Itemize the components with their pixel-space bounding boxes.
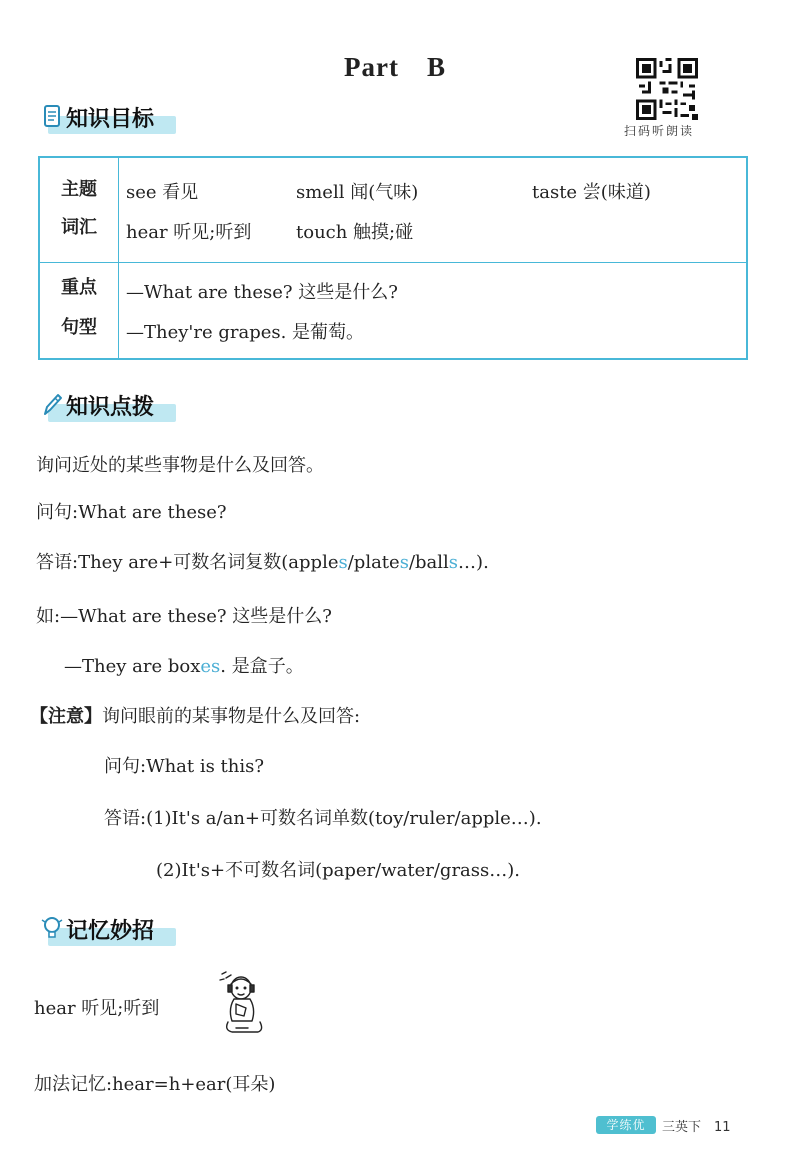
vocab-word: hear 听见;听到: [126, 222, 252, 243]
section-heading-tips: [40, 388, 200, 422]
section-title: 记忆妙招: [66, 918, 155, 944]
column-divider: [118, 158, 119, 358]
notebook-icon: [40, 102, 64, 132]
example-question: 如:—What are these? 这些是什么?: [36, 606, 332, 627]
tip-question: 问句:What are these?: [36, 502, 227, 523]
note-answer: (2)It's+不可数名词(paper/water/grass…).: [156, 860, 520, 881]
vocab-word: see 看见: [126, 182, 199, 203]
note-line: 【注意】询问眼前的某事物是什么及回答:: [30, 706, 361, 727]
memory-word: hear 听见;听到: [34, 998, 160, 1019]
section-heading-goals: [40, 100, 200, 134]
section-heading-memory: [40, 912, 200, 946]
note-question: 问句:What is this?: [104, 756, 265, 777]
plural-suffix: s: [448, 552, 459, 573]
category-label: 主题: [61, 179, 97, 200]
section-title: 知识目标: [66, 106, 155, 132]
vocab-table: [38, 156, 748, 360]
note-tag: 【注意】: [30, 706, 102, 727]
page-footer: 三英下 11: [662, 1120, 731, 1135]
qr-caption: 扫码听朗读: [624, 124, 695, 138]
section-title: 知识点拨: [66, 394, 155, 420]
vocab-word: smell 闻(气味): [296, 182, 419, 203]
kid-listening-illustration: [214, 968, 268, 1040]
memory-trick: 加法记忆:hear=h+ear(耳朵): [34, 1074, 276, 1095]
example-answer: —They are boxes. 是盒子。: [64, 656, 304, 677]
sentence-pattern: —What are these? 这些是什么?: [126, 282, 398, 303]
sentence-pattern: —They're grapes. 是葡萄。: [126, 322, 365, 343]
category-label: 句型: [61, 317, 97, 338]
lightbulb-icon: [40, 914, 64, 944]
tip-answer: 答语:They are+可数名词复数(apples/plates/balls…).: [36, 552, 489, 573]
category-label: 词汇: [61, 217, 97, 238]
page-title: Part B: [344, 52, 446, 82]
tip-intro: 询问近处的某些事物是什么及回答。: [36, 455, 324, 476]
plural-suffix: es: [200, 656, 221, 677]
plural-suffix: s: [338, 552, 348, 573]
brand-badge: 学练优: [596, 1116, 656, 1134]
qr-code[interactable]: [636, 58, 698, 120]
note-answer: 答语:(1)It's a/an+可数名词单数(toy/ruler/apple…).: [104, 808, 542, 829]
row-divider: [40, 262, 746, 263]
pencil-icon: [40, 390, 64, 420]
vocab-word: touch 触摸;碰: [296, 222, 414, 243]
plural-suffix: s: [399, 552, 409, 573]
category-label: 重点: [61, 277, 97, 298]
vocab-word: taste 尝(味道): [532, 182, 651, 203]
